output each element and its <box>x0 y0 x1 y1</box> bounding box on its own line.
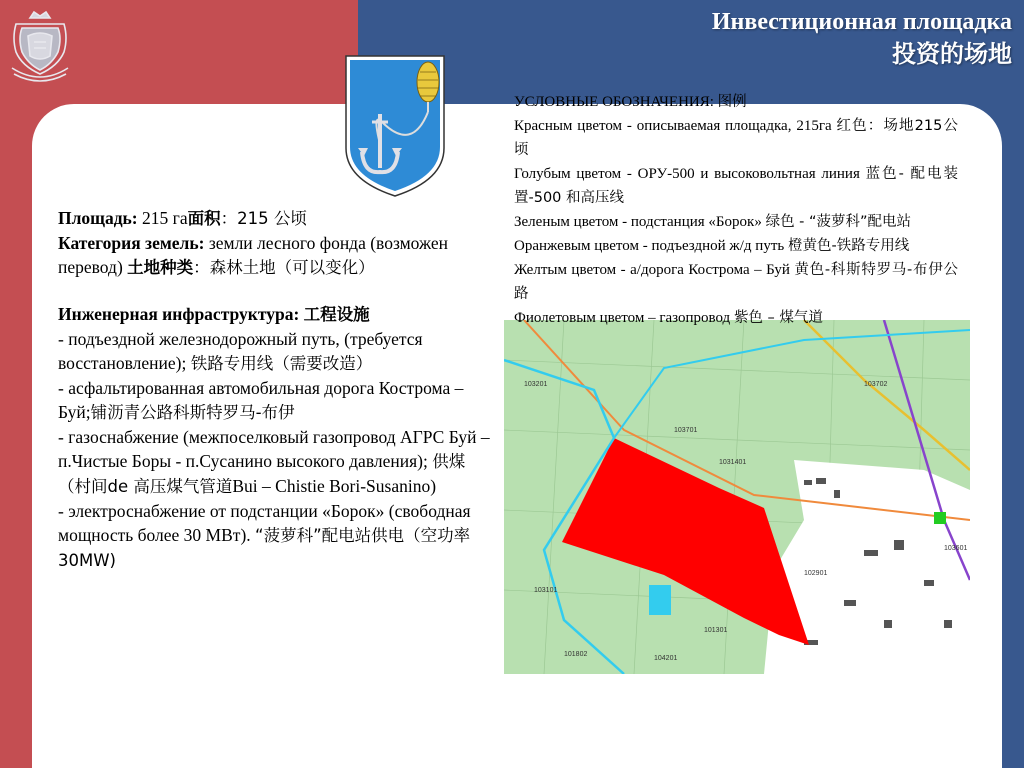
map-label: 103201 <box>524 381 548 388</box>
legend-item-cn: 蓝色- 配电装置-500 和高压线 <box>514 166 958 206</box>
infra-heading <box>58 302 498 327</box>
region-emblem-icon <box>8 8 72 84</box>
site-map <box>504 320 970 674</box>
legend-item-cn: 绿色 - “菠萝科”配电站 <box>765 214 912 230</box>
legend-title <box>514 90 958 114</box>
map-label: 103101 <box>534 587 558 594</box>
infra-item-ru-extra: Bui – Chistie Bori-Susanino) <box>232 476 437 496</box>
infra-item-cn: 供煤（村间de 高压煤气管道 <box>58 452 466 496</box>
map-legend <box>514 90 958 330</box>
legend-item-ru: Желтым цветом - а/дорога Кострома – Буй <box>514 262 795 278</box>
infra-item-ru: - асфальтированная автомобильная дорога Кострома – Буй; <box>58 378 464 422</box>
legend-item-cn: 橙黄色-铁路专用线 <box>787 238 910 254</box>
infra-label-ru: Инженерная инфраструктура: <box>58 304 304 324</box>
legend-title-ru: УСЛОВНЫЕ ОБОЗНАЧЕНИЯ: <box>514 94 718 110</box>
legend-item <box>514 210 958 234</box>
legend-item <box>514 114 958 162</box>
town-coat-of-arms-icon <box>342 52 448 200</box>
map-label: 103601 <box>944 545 968 552</box>
legend-item-cn: 黄色-科斯特罗马-布伊公路 <box>514 262 958 302</box>
legend-item-ru: Оранжевым цветом - подъездной ж/д путь <box>514 238 788 254</box>
map-label: 104201 <box>654 655 678 662</box>
area-value-cn: ：215 公顷 <box>220 209 307 228</box>
area-label-cn: 面积 <box>187 209 221 228</box>
infra-item-cn: “菠萝科”配电站供电（空功率30MW) <box>58 526 471 570</box>
infra-item-ru: - электроснабжение от подстанции «Борок» (свободная мощность более 30 МВт). <box>58 501 471 545</box>
site-description <box>58 206 498 573</box>
legend-item-ru: Красным цветом - описываемая площадка, 215га <box>514 118 837 134</box>
legend-item <box>514 306 958 330</box>
slide-title-block <box>712 6 1012 70</box>
map-label: 101802 <box>564 651 588 658</box>
map-switchgear <box>649 585 671 615</box>
infra-item-ru: - подъездной железнодорожный путь, (требуется восстановление); <box>58 329 423 373</box>
infra-item <box>58 327 498 376</box>
infra-item-ru: - газоснабжение (межпоселковый газопровод АГРС Буй – п.Чистые Боры - п.Сусанино высокого давления); <box>58 427 490 471</box>
land-value-ru: земли лесного фонда (возможен перевод) <box>58 233 448 277</box>
map-label: 101301 <box>704 627 728 634</box>
title-russian: Инвестиционная площадка <box>711 9 1012 35</box>
legend-item-cn: 红色：场地215公顷 <box>514 118 958 158</box>
infra-item-cn: 铺沥青公路科斯特罗马-布伊 <box>90 403 295 422</box>
map-substation <box>934 512 946 524</box>
infra-item-cn: 铁路专用线（需要改造） <box>190 354 373 373</box>
infra-label-cn: 工程设施 <box>303 305 370 324</box>
map-label: 103701 <box>674 427 698 434</box>
legend-item <box>514 162 958 210</box>
legend-item-ru: Голубым цветом - ОРУ-500 и высоковольтная линия <box>514 166 866 182</box>
area-value-ru: 215 га <box>137 208 188 228</box>
legend-item-ru: Зеленым цветом - подстанция «Борок» <box>514 214 766 230</box>
land-line <box>58 231 498 280</box>
map-label: 102901 <box>804 570 828 577</box>
land-label-ru: Категория земель: <box>58 233 205 253</box>
title-chinese: 投资的场地 <box>892 40 1012 68</box>
legend-item-ru: Фиолетовым цветом – газопровод <box>514 310 734 326</box>
legend-title-cn: 图例 <box>717 94 747 110</box>
map-label: 1031401 <box>719 459 747 466</box>
legend-item-cn: 紫色 – 煤气道 <box>733 310 823 326</box>
map-label: 103702 <box>864 381 888 388</box>
legend-item <box>514 234 958 258</box>
legend-item <box>514 258 958 306</box>
land-label-cn: 土地种类 <box>127 258 194 277</box>
land-value-cn: ：森林土地（可以变化） <box>193 258 375 277</box>
area-label-ru: Площадь: <box>58 208 138 228</box>
infra-item <box>58 425 498 499</box>
infra-item <box>58 376 498 425</box>
infra-item <box>58 499 498 573</box>
area-line <box>58 206 498 231</box>
